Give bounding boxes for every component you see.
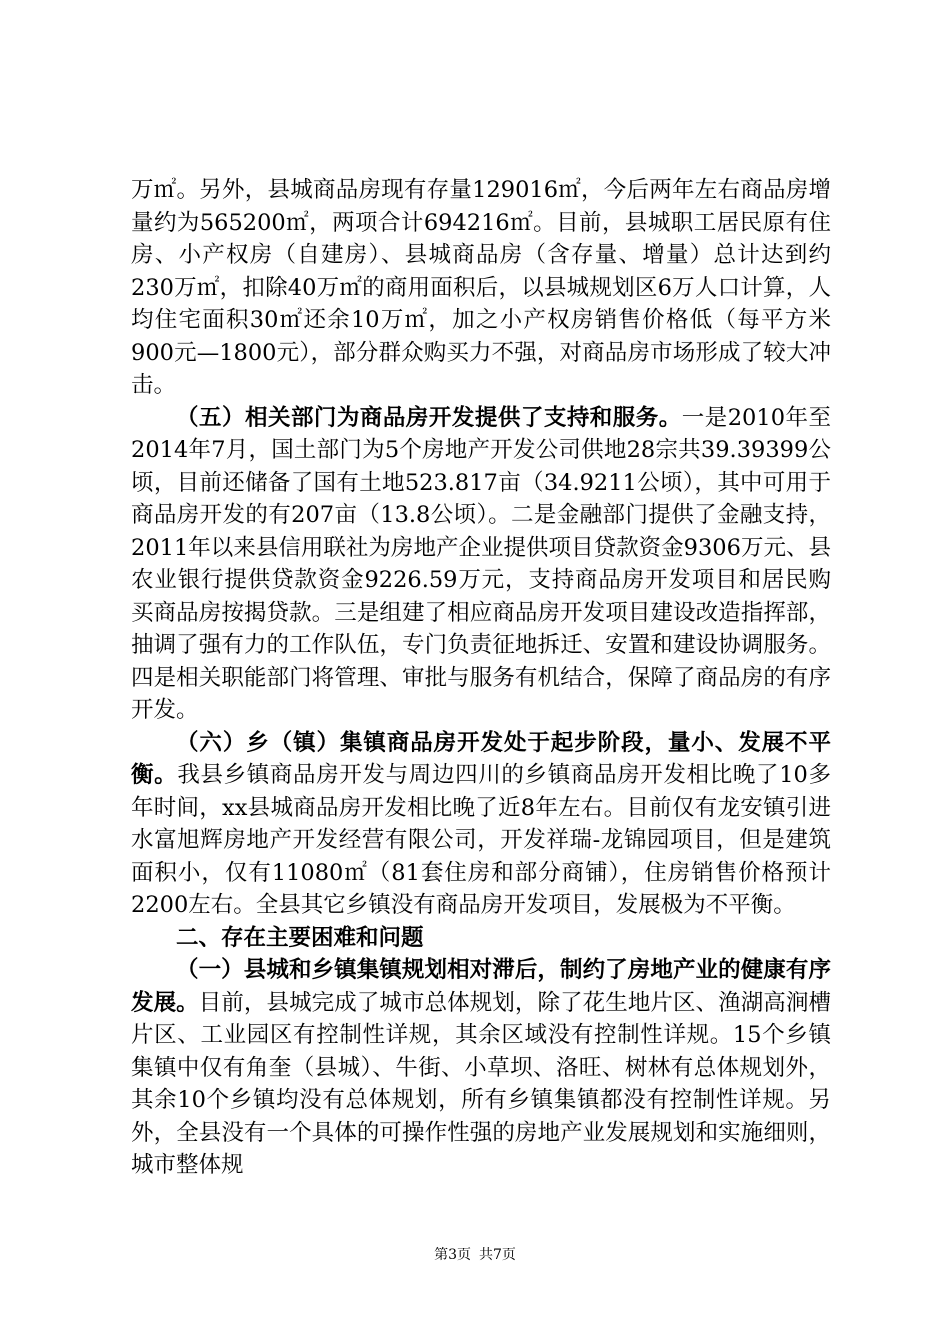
- paragraph-lead-heading: （一）县城和乡镇集镇规划相对滞后，制约了房地产业的健康有序发展。: [131, 957, 831, 1016]
- paragraph-lead-heading: （六）乡（镇）集镇商品房开发处于起步阶段，量小、发展不平衡。: [131, 729, 831, 788]
- page-total: 共7页: [479, 1247, 516, 1263]
- paragraph-planning-lag: [131, 954, 831, 1182]
- paragraph-text: 一是2010年至2014年7月，国土部门为5个房地产开发公司供地28宗共39.39399公顷，目前还储备了国有土地523.817亩（34.9211公顷），其中可用于商品房开发的有207亩（13.8公顷）。二是金融部门提供了金融支持，2011年以来县信用联社为房地产企业提供项目贷款资金9306万元、县农业银行提供贷款资金9226.59万元，支持商品房开发项目和居民购买商品房按揭贷款。三是组建了相应商品房开发项目建设改造指挥部，抽调了强有力的工作队伍，专门负责征地拆迁、安置和建设协调服务。四是相关职能部门将管理、审批与服务有机结合，保障了商品房的有序开发。: [131, 404, 831, 723]
- paragraph-lead-heading: （五）相关部门为商品房开发提供了支持和服务。: [176, 404, 682, 431]
- paragraph-text: 目前，县城完成了城市总体规划，除了花生地片区、渔湖高涧槽片区、工业园区有控制性详规，其余区域没有控制性详规。15个乡镇集镇中仅有角奎（县城）、牛街、小草坝、洛旺、树林有总体规划外，其余10个乡镇均没有总体规划，所有乡镇集镇都没有控制性详规。另外，全县没有一个具体的可操作性强的房地产业发展规划和实施细则，城市整体规: [131, 989, 831, 1178]
- paragraph-text: 万㎡。另外，县城商品房现有存量129016㎡，今后两年左右商品房增量约为565200㎡，两项合计694216㎡。目前，县城职工居民原有住房、小产权房（自建房）、县城商品房（含存量、增量）总计达到约230万㎡，扣除40万㎡的商用面积后，以县城规划区6万人口计算，人均住宅面积30㎡还余10万㎡，加之小产权房销售价格低（每平方米900元—1800元），部分群众购买力不强，对商品房市场形成了较大冲击。: [131, 177, 831, 398]
- page-footer: [0, 1246, 950, 1264]
- paragraph-text: 我县乡镇商品房开发与周边四川的乡镇商品房开发相比晚了10多年时间，xx县城商品房开发相比晚了近8年左右。目前仅有龙安镇引进水富旭辉房地产开发经营有限公司，开发祥瑞-龙锦园项目，但是建筑面积小，仅有11080㎡（81套住房和部分商铺），住房销售价格预计2200左右。全县其它乡镇没有商品房开发项目，发展极为不平衡。: [131, 762, 831, 918]
- paragraph-department-support: [131, 402, 831, 727]
- document-body: [131, 174, 831, 1182]
- page-number: 第3页: [434, 1247, 471, 1263]
- paragraph-town-development: [131, 727, 831, 922]
- paragraph-housing-stock: [131, 174, 831, 402]
- section-heading: 二、存在主要困难和问题: [176, 924, 424, 951]
